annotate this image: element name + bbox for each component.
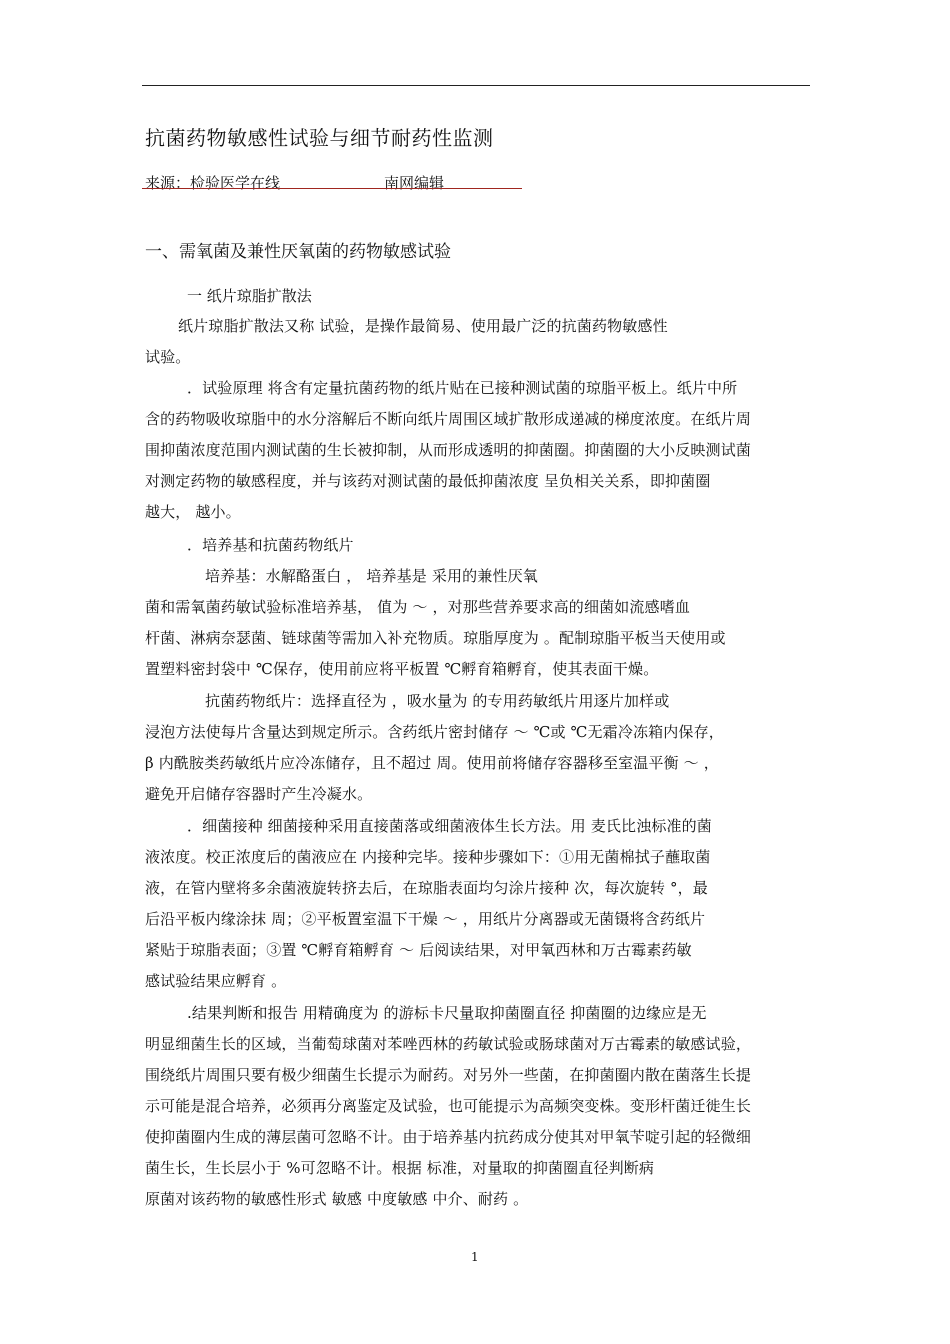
body-line: ．细菌接种 细菌接种采用直接菌落或细菌液体生长方法。用 麦氏比浊标准的菌 [187, 817, 712, 835]
source-text: 来源：检验医学在线 [145, 174, 281, 192]
body-line: 使抑菌圈内生成的薄层菌可忽略不计。由于培养基内抗药成分使其对甲氧苄啶引起的轻微细 [145, 1128, 752, 1146]
body-line: 对测定药物的敏感程度，并与该药对测试菌的最低抑菌浓度 呈负相关关系，即抑菌圈 [145, 472, 711, 490]
body-line: 液，在管内壁将多余菌液旋转挤去后，在琼脂表面均匀涂片接种 次，每次旋转 °，最 [145, 879, 708, 897]
section-heading: 一、需氧菌及兼性厌氧菌的药物敏感试验 [145, 242, 451, 262]
body-line: 菌生长，生长层小于 %可忽略不计。根据 标准，对量取的抑菌圈直径判断病 [145, 1159, 655, 1177]
body-line: 原菌对该药物的敏感性形式 敏感 中度敏感 中介、耐药 。 [145, 1190, 529, 1208]
sub-heading: 一 纸片琼脂扩散法 [187, 287, 312, 305]
body-line: 越大， 越小。 [145, 503, 241, 521]
body-line: .结果判断和报告 用精确度为 的游标卡尺量取抑菌圈直径 抑菌圈的边缘应是无 [187, 1004, 707, 1022]
body-line: β 内酰胺类药敏纸片应冷冻储存，且不超过 周。使用前将储存容器移至室温平衡 ～ ， [145, 754, 719, 772]
body-line: 示可能是混合培养，必须再分离鉴定及试验，也可能提示为高频突变株。变形杆菌迁徙生长 [145, 1097, 752, 1115]
body-line: 围抑菌浓度范围内测试菌的生长被抑制，从而形成透明的抑菌圈。抑菌圈的大小反映测试菌 [145, 441, 752, 459]
body-line: 液浓度。校正浓度后的菌液应在 内接种完毕。接种步骤如下：①用无菌棉拭子蘸取菌 [145, 848, 711, 866]
body-line: 围绕纸片周围只要有极少细菌生长提示为耐药。对另外一些菌，在抑菌圈内散在菌落生长提 [145, 1066, 752, 1084]
page-number: 1 [471, 1250, 479, 1264]
body-line: 纸片琼脂扩散法又称 试验，是操作最简易、使用最广泛的抗菌药物敏感性 [178, 317, 668, 335]
body-line: 明显细菌生长的区域，当葡萄球菌对苯唑西林的药敏试验或肠球菌对万古霉素的敏感试验， [145, 1035, 752, 1053]
body-line: 避免开启储存容器时产生冷凝水。 [145, 785, 373, 803]
source-underline [142, 188, 522, 189]
body-line: 浸泡方法使每片含量达到规定所示。含药纸片密封储存 ～ ℃或 ℃无霜冷冻箱内保存， [145, 723, 724, 741]
document-title: 抗菌药物敏感性试验与细节耐药性监测 [145, 126, 494, 150]
body-line: 置塑料密封袋中 ℃保存，使用前应将平板置 ℃孵育箱孵育，使其表面干燥。 [145, 660, 659, 678]
header-rule [142, 85, 810, 86]
body-line: 含的药物吸收琼脂中的水分溶解后不断向纸片周围区域扩散形成递减的梯度浓度。在纸片周 [145, 410, 752, 428]
body-line: 培养基：水解酪蛋白 ， 培养基是 采用的兼性厌氧 [205, 567, 538, 585]
body-line: ．培养基和抗菌药物纸片 [187, 536, 354, 554]
body-line: 后沿平板内缘涂抹 周；②平板置室温下干燥 ～ ，用纸片分离器或无菌镊将含药纸片 [145, 910, 706, 928]
body-line: 菌和需氧菌药敏试验标准培养基， 值为 ～ ，对那些营养要求高的细菌如流感嗜血 [145, 598, 691, 616]
body-line: 试验。 [145, 348, 191, 366]
body-line: 抗菌药物纸片：选择直径为 ，吸水量为 的专用药敏纸片用逐片加样或 [205, 692, 670, 710]
body-line: 杆菌、淋病奈瑟菌、链球菌等需加入补充物质。琼脂厚度为 。配制琼脂平板当天使用或 [145, 629, 726, 647]
editor-text: 南网编辑 [384, 174, 445, 192]
body-line: 紧贴于琼脂表面；③置 ℃孵育箱孵育 ～ 后阅读结果，对甲氧西林和万古霉素药敏 [145, 941, 692, 959]
body-line: 感试验结果应孵育 。 [145, 972, 287, 990]
source-line [145, 172, 445, 193]
body-line: ．试验原理 将含有定量抗菌药物的纸片贴在已接种测试菌的琼脂平板上。纸片中所 [187, 379, 738, 397]
